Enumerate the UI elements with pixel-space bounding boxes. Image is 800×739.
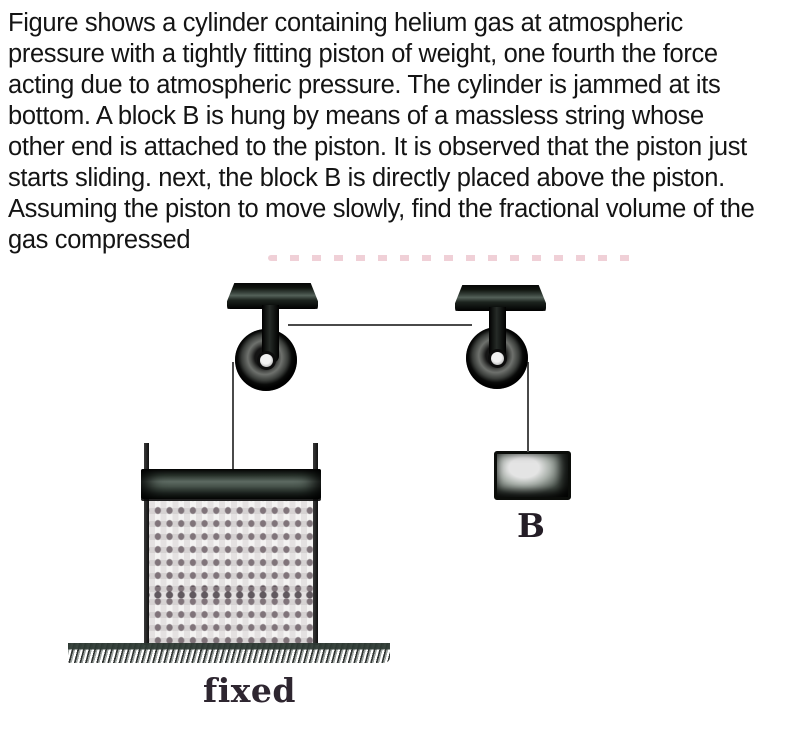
problem-line: gas compressed bbox=[8, 226, 191, 254]
left-pulley-hub bbox=[260, 354, 273, 367]
problem-statement bbox=[8, 8, 800, 256]
problem-line: acting due to atmospheric pressure. The cylinder is jammed at its bbox=[8, 71, 721, 99]
problem-line: bottom. A block B is hung by means of a massless string whose bbox=[8, 102, 704, 130]
right-pulley-hub bbox=[491, 352, 504, 365]
string-horizontal bbox=[288, 324, 472, 326]
watermark-remnant bbox=[268, 255, 642, 261]
problem-line: other end is attached to the piston. It is observed that the piston just bbox=[8, 133, 747, 161]
string-to-piston bbox=[232, 362, 234, 470]
fixed-label: fixed bbox=[203, 671, 296, 710]
block-b-label: B bbox=[517, 506, 545, 545]
problem-line: Assuming the piston to move slowly, find the fractional volume of the bbox=[8, 195, 755, 223]
problem-line: Figure shows a cylinder containing helium gas at atmospheric bbox=[8, 9, 683, 37]
problem-line: starts sliding. next, the block B is directly placed above the piston. bbox=[8, 164, 725, 192]
gas-region bbox=[149, 501, 313, 644]
problem-line: pressure with a tightly fitting piston of weight, one fourth the force bbox=[8, 40, 718, 68]
string-to-block bbox=[527, 362, 529, 452]
piston bbox=[141, 469, 321, 499]
gas-dense-row bbox=[149, 586, 313, 598]
block-b bbox=[494, 451, 571, 500]
ground-hatching bbox=[68, 643, 390, 663]
